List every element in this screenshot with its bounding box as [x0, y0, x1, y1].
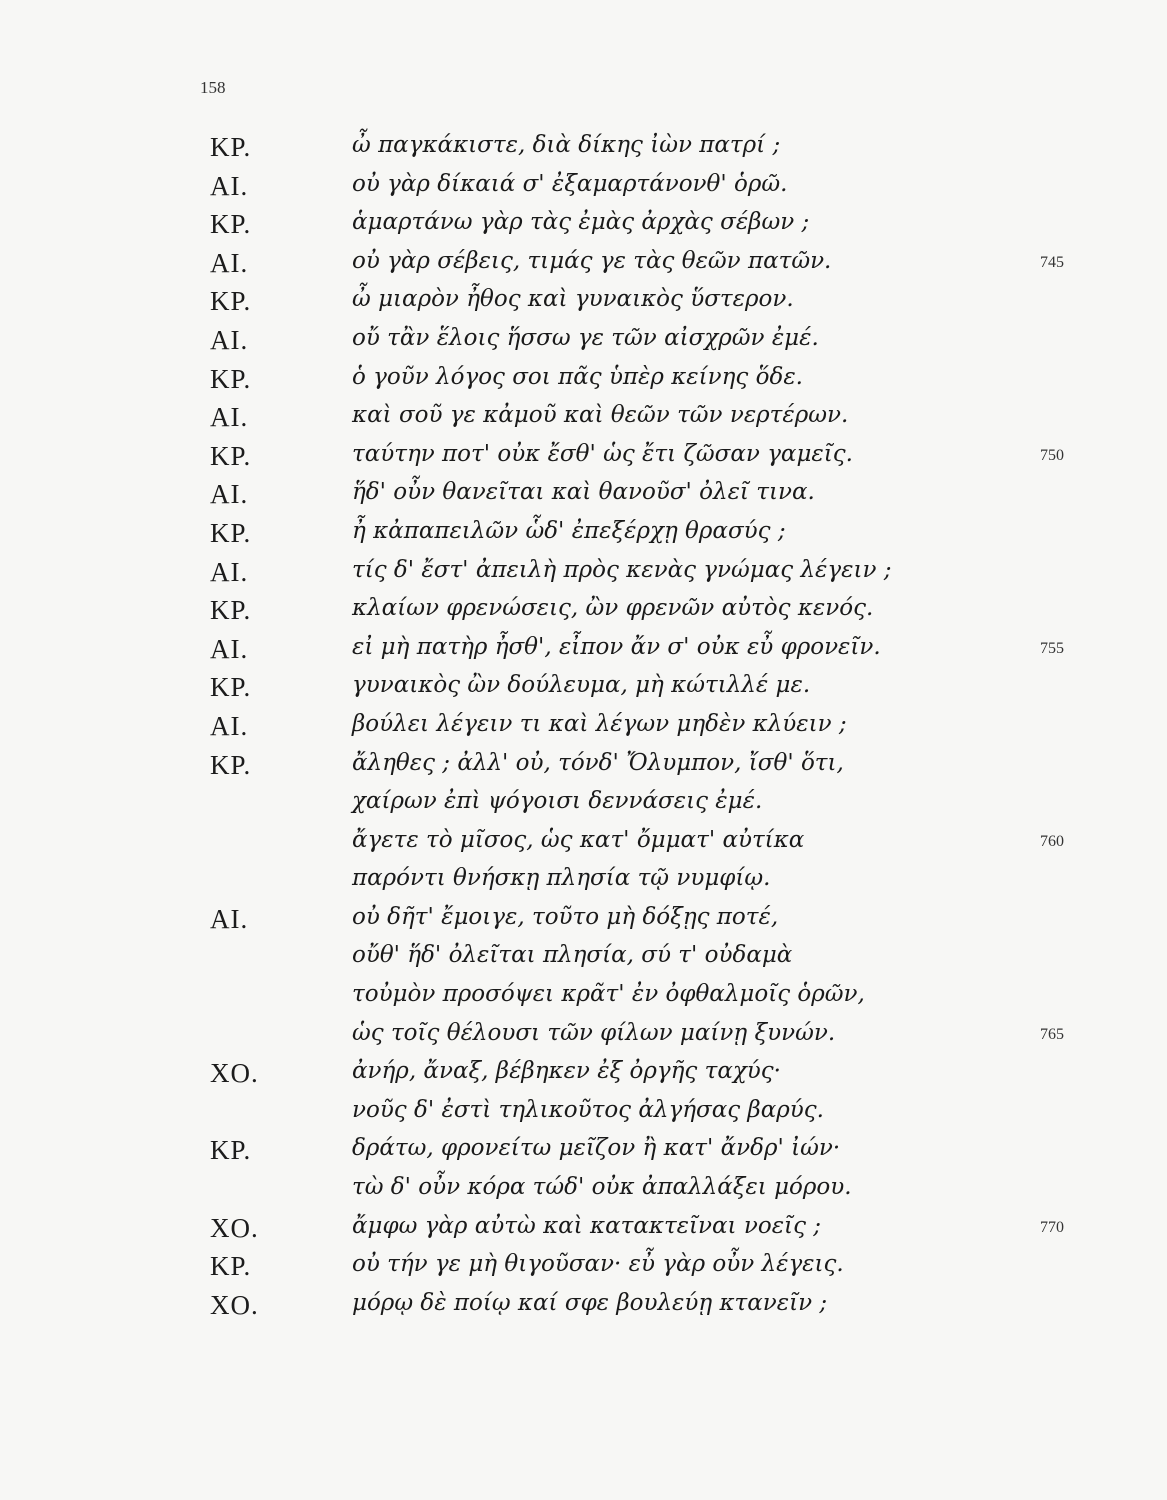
verse-line — [0, 1131, 1167, 1170]
verse-text: ἁμαρτάνω γὰρ τὰς ἐμὰς ἀρχὰς σέβων ; — [352, 209, 810, 236]
verse-text: ὁ γοῦν λόγος σοι πᾶς ὑπὲρ κείνης ὅδε. — [352, 363, 803, 390]
page-number: 158 — [200, 78, 226, 97]
verse-text: δράτω, φρονείτω μεῖζον ἢ κατ' ἄνδρ' ἰών· — [352, 1135, 841, 1162]
verse-line — [0, 861, 1167, 900]
verse-text: ταύτην ποτ' οὐκ ἔσθ' ὡς ἔτι ζῶσαν γαμεῖς. — [352, 440, 853, 467]
verse-line — [0, 746, 1167, 785]
speaker-label: ΑΙ. — [210, 170, 249, 201]
speaker-label: ΑΙ. — [210, 479, 249, 510]
verse-text: παρόντι θνήσκῃ πλησία τῷ νυμφίῳ. — [352, 865, 771, 892]
speaker-label: ΧΟ. — [210, 1289, 259, 1320]
verse-line — [0, 630, 1167, 669]
verse-line — [0, 1209, 1167, 1248]
verse-text: ὡς τοῖς θέλουσι τῶν φίλων μαίνῃ ξυνών. — [352, 1019, 836, 1046]
verse-line — [0, 321, 1167, 360]
line-number: 770 — [1040, 1218, 1064, 1236]
verse-line — [0, 1286, 1167, 1325]
verse-text: ἀνήρ, ἄναξ, βέβηκεν ἐξ ὀργῆς ταχύς· — [352, 1058, 781, 1085]
verse-text: ὦ μιαρὸν ἦθος καὶ γυναικὸς ὕστερον. — [352, 286, 794, 313]
verse-line — [0, 1016, 1167, 1055]
verse-line — [0, 938, 1167, 977]
speaker-label: ΚΡ. — [210, 1251, 252, 1282]
speaker-label: ΚΡ. — [210, 363, 252, 394]
verse-text: χαίρων ἐπὶ ψόγοισι δεννάσεις ἐμέ. — [352, 788, 763, 815]
verse-text: τὼ δ' οὖν κόρα τώδ' οὐκ ἀπαλλάξει μόρου. — [352, 1174, 852, 1201]
speaker-label: ΑΙ. — [210, 402, 249, 433]
verse-text: κλαίων φρενώσεις, ὢν φρενῶν αὐτὸς κενός. — [352, 595, 874, 622]
verse-line — [0, 553, 1167, 592]
verse-text: οὔθ' ἥδ' ὀλεῖται πλησία, σύ τ' οὐδαμὰ — [352, 942, 793, 969]
verse-block — [0, 128, 1167, 1324]
verse-line — [0, 591, 1167, 630]
verse-text: οὐ δῆτ' ἔμοιγε, τοῦτο μὴ δόξῃς ποτέ, — [352, 903, 779, 930]
speaker-label: ΧΟ. — [210, 1212, 259, 1243]
verse-line — [0, 1170, 1167, 1209]
speaker-label: ΑΙ. — [210, 633, 249, 664]
speaker-label: ΑΙ. — [210, 556, 249, 587]
speaker-label: ΑΙ. — [210, 903, 249, 934]
line-number: 765 — [1040, 1025, 1064, 1043]
verse-line — [0, 668, 1167, 707]
speaker-label: ΚΡ. — [210, 209, 252, 240]
speaker-label: ΧΟ. — [210, 1058, 259, 1089]
verse-line — [0, 514, 1167, 553]
line-number: 760 — [1040, 832, 1064, 850]
verse-line — [0, 475, 1167, 514]
verse-text: μόρῳ δὲ ποίῳ καί σφε βουλεύῃ κτανεῖν ; — [352, 1289, 828, 1316]
verse-line — [0, 1247, 1167, 1286]
verse-line — [0, 784, 1167, 823]
verse-line — [0, 128, 1167, 167]
verse-line — [0, 1093, 1167, 1132]
verse-text: οὔ τἂν ἕλοις ἥσσω γε τῶν αἰσχρῶν ἐμέ. — [352, 324, 819, 351]
speaker-label: ΚΡ. — [210, 749, 252, 780]
line-number: 755 — [1040, 639, 1064, 657]
speaker-label: ΚΡ. — [210, 132, 252, 162]
speaker-label: ΑΙ. — [210, 710, 249, 741]
verse-text: βούλει λέγειν τι καὶ λέγων μηδὲν κλύειν ; — [352, 710, 847, 737]
verse-text: ἥδ' οὖν θανεῖται καὶ θανοῦσ' ὀλεῖ τινα. — [352, 479, 815, 506]
verse-line — [0, 167, 1167, 206]
speaker-label: ΑΙ. — [210, 324, 249, 355]
speaker-label: ΑΙ. — [210, 247, 249, 278]
verse-text: ὦ παγκάκιστε, διὰ δίκης ἰὼν πατρί ; — [352, 132, 781, 158]
verse-text: εἰ μὴ πατὴρ ἦσθ', εἶπον ἄν σ' οὐκ εὖ φρονεῖν. — [352, 633, 881, 660]
verse-line — [0, 360, 1167, 399]
verse-line — [0, 244, 1167, 283]
verse-line — [0, 900, 1167, 939]
verse-text: ἄγετε τὸ μῖσος, ὡς κατ' ὄμματ' αὐτίκα — [352, 826, 805, 853]
verse-text: τίς δ' ἔστ' ἀπειλὴ πρὸς κενὰς γνώμας λέγειν ; — [352, 556, 892, 583]
verse-line — [0, 823, 1167, 862]
verse-text: ἦ κἀπαπειλῶν ὧδ' ἐπεξέρχῃ θρασύς ; — [352, 517, 786, 544]
verse-line — [0, 437, 1167, 476]
verse-line — [0, 398, 1167, 437]
verse-text: οὐ γὰρ σέβεις, τιμάς γε τὰς θεῶν πατῶν. — [352, 247, 832, 274]
verse-line — [0, 1054, 1167, 1093]
line-number: 745 — [1040, 253, 1064, 271]
verse-text: τοὐμὸν προσόψει κρᾶτ' ἐν ὀφθαλμοῖς ὁρῶν, — [352, 981, 865, 1008]
speaker-label: ΚΡ. — [210, 672, 252, 703]
speaker-label: ΚΡ. — [210, 440, 252, 471]
verse-line — [0, 282, 1167, 321]
verse-text: ἄμφω γὰρ αὐτὼ καὶ κατακτεῖναι νοεῖς ; — [352, 1212, 822, 1239]
verse-text: οὐ γὰρ δίκαιά σ' ἐξαμαρτάνονθ' ὁρῶ. — [352, 170, 788, 197]
verse-text: ἄληθες ; ἀλλ' οὐ, τόνδ' Ὄλυμπον, ἴσθ' ὅτι, — [352, 749, 844, 776]
verse-text: νοῦς δ' ἐστὶ τηλικοῦτος ἀλγήσας βαρύς. — [352, 1096, 824, 1123]
speaker-label: ΚΡ. — [210, 1135, 252, 1166]
verse-text: καὶ σοῦ γε κἀμοῦ καὶ θεῶν τῶν νερτέρων. — [352, 402, 849, 429]
speaker-label: ΚΡ. — [210, 517, 252, 548]
verse-line — [0, 205, 1167, 244]
speaker-label: ΚΡ. — [210, 595, 252, 626]
verse-text: οὐ τήν γε μὴ θιγοῦσαν· εὖ γὰρ οὖν λέγεις. — [352, 1251, 844, 1278]
verse-line — [0, 977, 1167, 1016]
verse-text: γυναικὸς ὢν δούλευμα, μὴ κώτιλλέ με. — [352, 672, 811, 699]
line-number: 750 — [1040, 446, 1064, 464]
verse-line — [0, 707, 1167, 746]
speaker-label: ΚΡ. — [210, 286, 252, 317]
